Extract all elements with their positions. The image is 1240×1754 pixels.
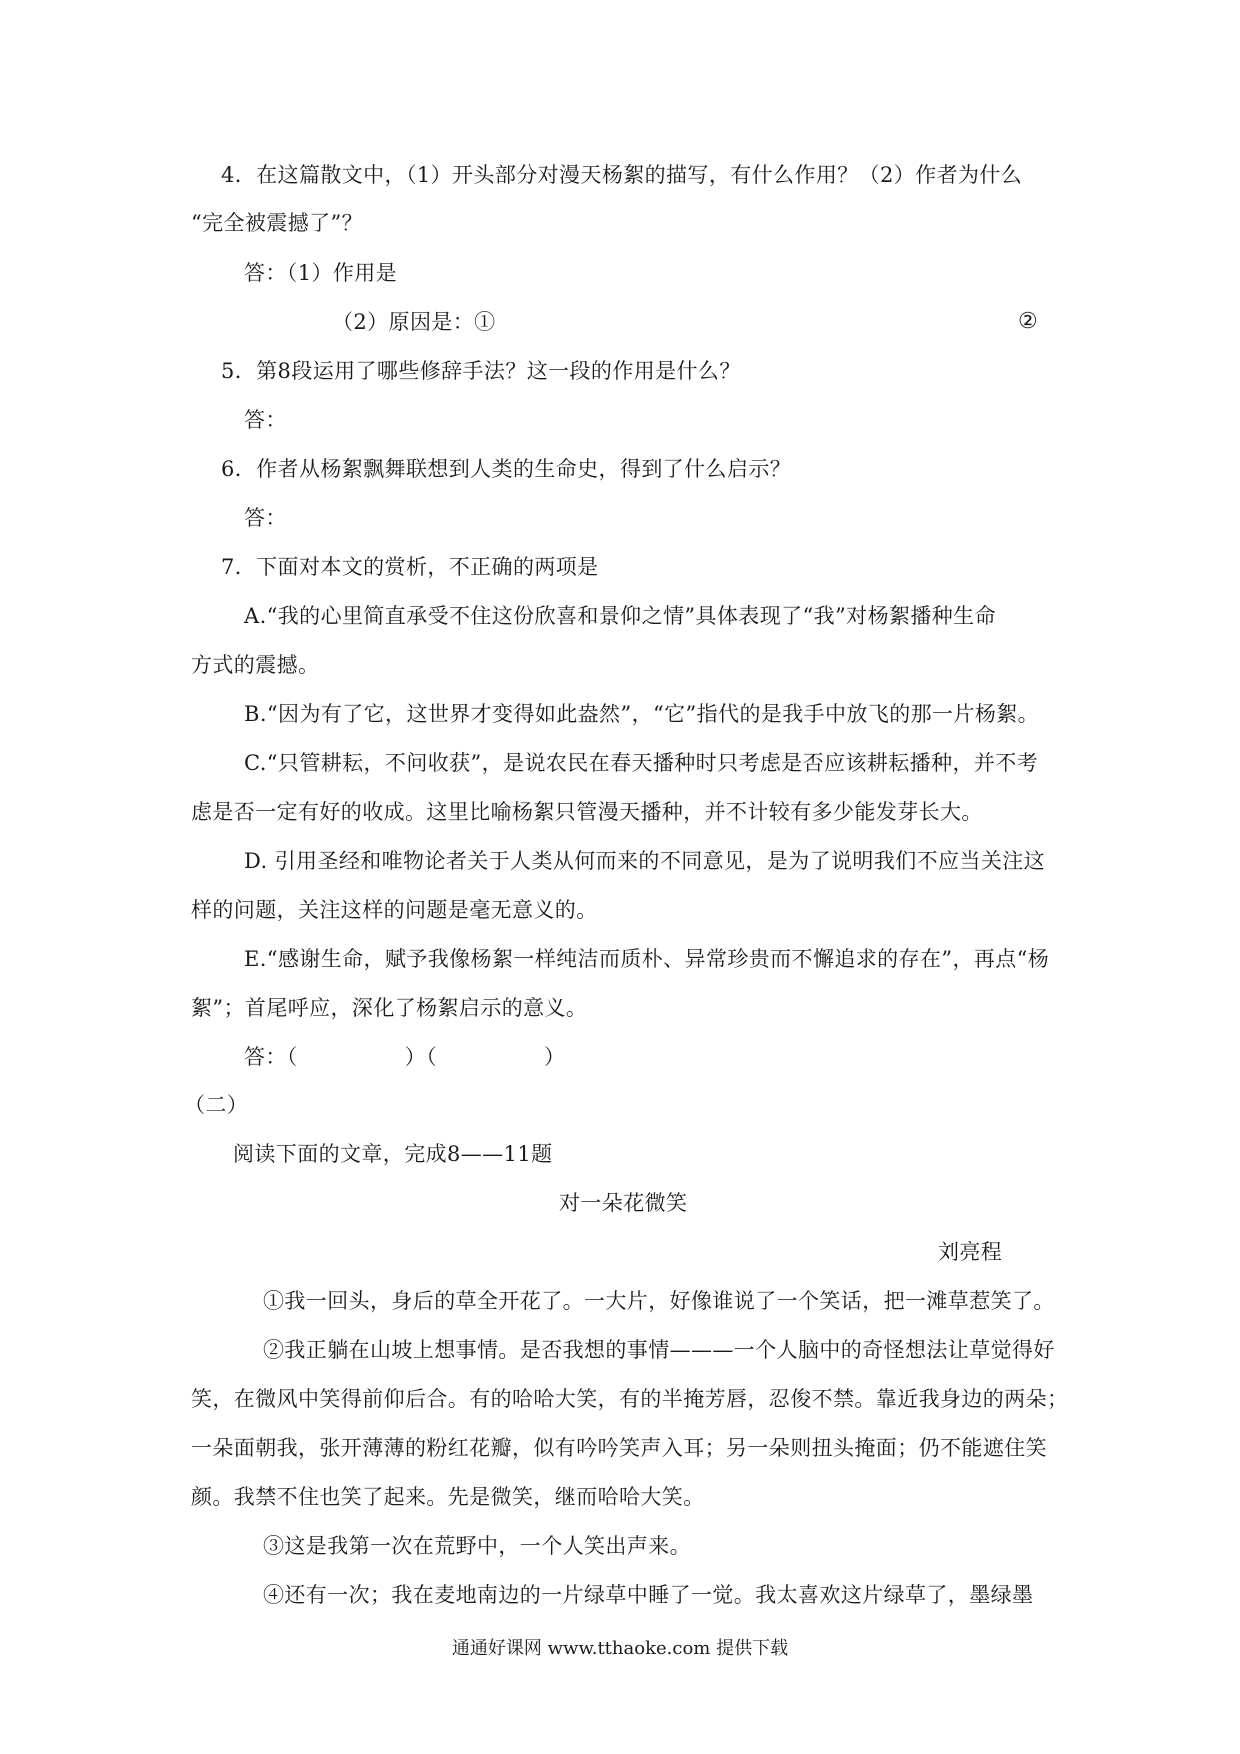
q7-option-a-line2: 方式的震撼。 bbox=[191, 653, 320, 677]
section-instruction: 阅读下面的文章，完成8——11题 bbox=[233, 1142, 553, 1166]
section-heading: （二） bbox=[184, 1093, 249, 1117]
q7-option-d-line1: D. 引用圣经和唯物论者关于人类从何而来的不同意见，是为了说明我们不应当关注这 bbox=[244, 849, 1046, 873]
article-author: 刘亮程 bbox=[938, 1240, 1003, 1264]
q4-answer-line2: （2）原因是：① bbox=[332, 310, 496, 334]
q7-option-d-line2: 样的问题，关注这样的问题是毫无意义的。 bbox=[191, 898, 598, 922]
paragraph-2-line2: 笑，在微风中笑得前仰后合。有的哈哈大笑，有的半掩芳唇，忍俊不禁。靠近我身边的两朵； bbox=[191, 1387, 1069, 1411]
q5-question: 5．第8段运用了哪些修辞手法？这一段的作用是什么？ bbox=[221, 359, 741, 383]
q7-option-c-line1: C.“只管耕耘，不问收获”，是说农民在春天播种时只考虑是否应该耕耘播种，并不考 bbox=[244, 751, 1039, 775]
article-title: 对一朵花微笑 bbox=[559, 1191, 688, 1215]
q4-question-line2: “完全被震撼了”？ bbox=[191, 211, 364, 235]
q7-option-c-line2: 虑是否一定有好的收成。这里比喻杨絮只管漫天播种，并不计较有多少能发芽长大。 bbox=[191, 800, 983, 824]
q7-option-e-line1: E.“感谢生命，赋予我像杨絮一样纯洁而质朴、异常珍贵而不懈追求的存在”，再点“杨 bbox=[244, 947, 1050, 971]
paragraph-4-line1: ④还有一次；我在麦地南边的一片绿草中睡了一觉。我太喜欢这片绿草了，墨绿墨 bbox=[263, 1583, 1034, 1607]
paragraph-2-line3: 一朵面朝我，张开薄薄的粉红花瓣，似有吟吟笑声入耳；另一朵则扭头掩面；仍不能遮住笑 bbox=[191, 1436, 1047, 1460]
q6-answer: 答： bbox=[244, 506, 287, 530]
q4-answer-marker-2: ② bbox=[1018, 309, 1038, 334]
q7-option-e-line2: 絮”；首尾呼应，深化了杨絮启示的意义。 bbox=[191, 996, 588, 1020]
q7-question: 7．下面对本文的赏析，不正确的两项是 bbox=[221, 555, 599, 579]
q4-answer-line1: 答：（1）作用是 bbox=[244, 261, 398, 285]
page-footer: 通通好课网 www.tthaoke.com 提供下载 bbox=[451, 1638, 789, 1659]
paragraph-2-line1: ②我正躺在山坡上想事情。是否我想的事情———一个人脑中的奇怪想法让草觉得好 bbox=[263, 1338, 1055, 1362]
q6-question: 6．作者从杨絮飘舞联想到人类的生命史，得到了什么启示？ bbox=[221, 457, 792, 481]
paragraph-1: ①我一回头，身后的草全开花了。一大片，好像谁说了一个笑话，把一滩草惹笑了。 bbox=[263, 1289, 1055, 1313]
paragraph-3: ③这是我第一次在荒野中，一个人笑出声来。 bbox=[263, 1534, 691, 1558]
q7-answer: 答：（ ）（ ） bbox=[244, 1045, 566, 1069]
q4-question-line1: 4．在这篇散文中，（1）开头部分对漫天杨絮的描写，有什么作用？（2）作者为什么 bbox=[221, 163, 1023, 187]
q7-option-a-line1: A.“我的心里简直承受不住这份欣喜和景仰之情”具体表现了“我”对杨絮播种生命 bbox=[244, 604, 996, 628]
q5-answer: 答： bbox=[244, 408, 287, 432]
paragraph-2-line4: 颜。我禁不住也笑了起来。先是微笑，继而哈哈大笑。 bbox=[191, 1485, 705, 1509]
q7-option-b: B.“因为有了它，这世界才变得如此盎然”，“它”指代的是我手中放飞的那一片杨絮。 bbox=[244, 702, 1040, 726]
